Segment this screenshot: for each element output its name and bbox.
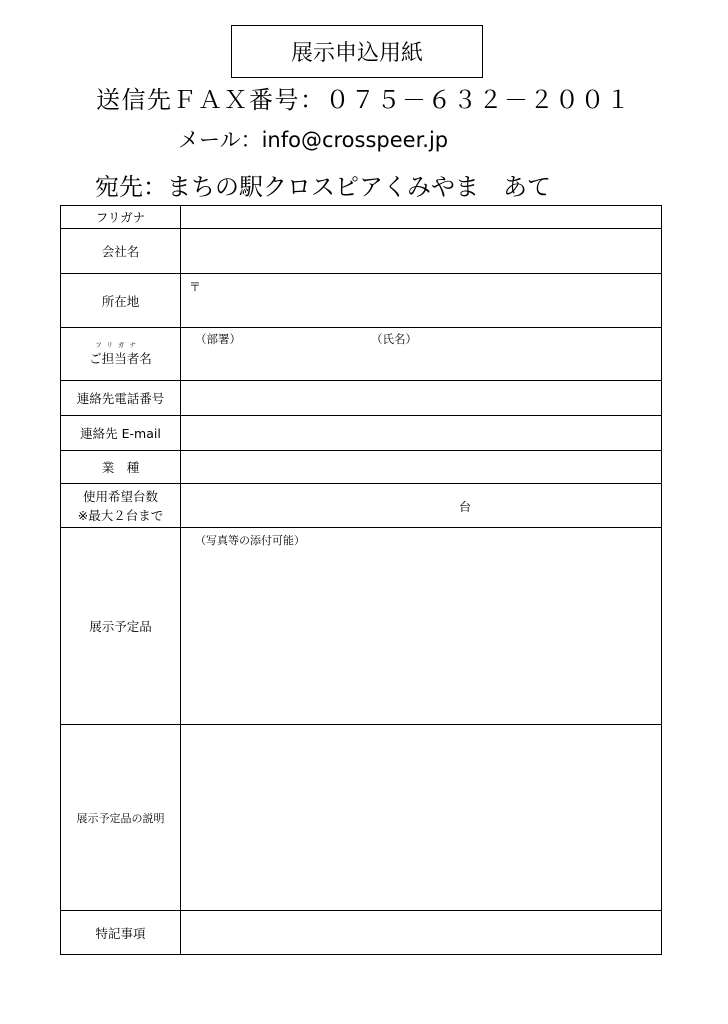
notes-row [61,911,662,955]
industry-row [61,451,662,484]
phone-field[interactable] [181,381,662,416]
phone-label: 連絡先電話番号 [61,381,181,416]
email-row [61,416,662,451]
form-title-text: 展示申込用紙 [290,41,423,66]
exhibit-label: 展示予定品 [61,528,181,725]
units-suffix: 台 [459,500,472,514]
furigana-row [61,206,662,229]
contact-field[interactable] [181,328,662,381]
person-name-label: （氏名） [371,332,417,346]
exhibit-field[interactable] [181,528,662,725]
description-field[interactable] [181,725,662,911]
postal-mark: 〒 [189,280,202,294]
recipient-line: 宛先：まちの駅クロスピアくみやま あて [95,173,551,201]
units-label: 使用希望台数 [82,488,158,504]
contact-row [61,328,662,381]
units-field[interactable] [181,484,662,528]
description-row [61,725,662,911]
phone-row [61,381,662,416]
industry-field[interactable] [181,451,662,484]
description-label: 展示予定品の説明 [61,725,181,911]
industry-label: 業 種 [61,451,181,484]
company-label: 会社名 [61,229,181,274]
address-field[interactable] [181,274,662,328]
exhibit-note: （写真等の添付可能） [195,534,305,547]
units-max-note: ※最大２台まで [77,507,164,523]
contact-ruby: フリガナ [95,341,141,349]
contact-label-cell [61,328,181,381]
company-row [61,229,662,274]
form-title [231,25,483,78]
application-form-table [60,205,662,955]
fax-number-line: 送信先ＦＡＸ番号：０７５－６３２－２００１ [96,86,632,114]
department-label: （部署） [195,332,241,346]
address-label: 所在地 [61,274,181,328]
notes-label: 特記事項 [61,911,181,955]
email-label: 連絡先 E-mail [61,416,181,451]
email-address-line: メール：info@crosspeer.jp [178,128,449,152]
furigana-field[interactable] [181,206,662,229]
units-row [61,484,662,528]
company-field[interactable] [181,229,662,274]
contact-label-wrapper [89,341,152,367]
email-field[interactable] [181,416,662,451]
units-label-cell [61,484,181,528]
contact-label: ご担当者名 [89,351,152,366]
notes-field[interactable] [181,911,662,955]
furigana-label: フリガナ [61,206,181,229]
address-row [61,274,662,328]
exhibit-row [61,528,662,725]
